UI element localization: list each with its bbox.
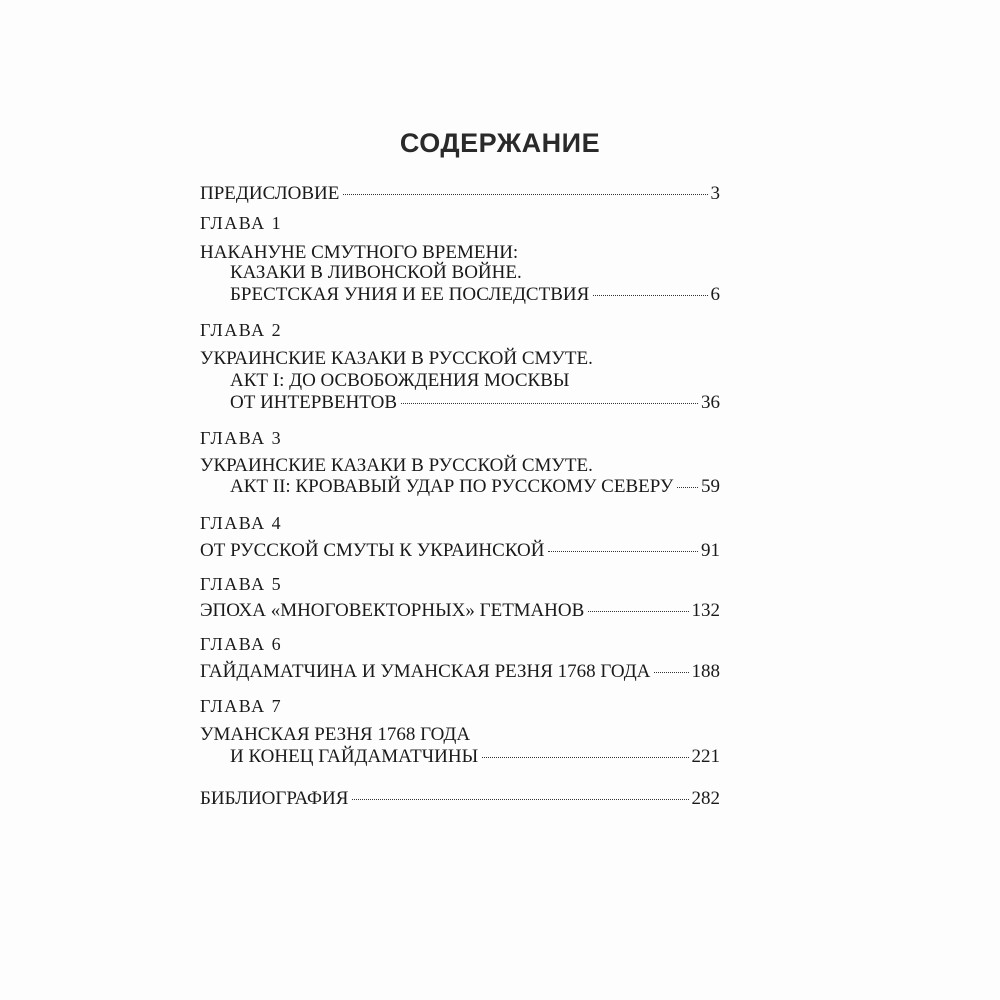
entry-text: АКТ II: КРОВАВЫЙ УДАР ПО РУССКОМУ СЕВЕРУ (230, 476, 674, 497)
dot-leader (677, 487, 698, 488)
dot-leader (352, 799, 688, 800)
dot-leader (482, 757, 688, 758)
dot-leader (343, 194, 707, 195)
entry-text: КАЗАКИ В ЛИВОНСКОЙ ВОЙНЕ. (230, 262, 522, 283)
entry-text: БРЕСТСКАЯ УНИЯ И ЕЕ ПОСЛЕДСТВИЯ (230, 284, 590, 305)
page-number: 59 (701, 476, 720, 497)
entry-text: ЭПОХА «МНОГОВЕКТОРНЫХ» ГЕТМАНОВ (200, 600, 585, 621)
entry-text: БИБЛИОГРАФИЯ (200, 788, 349, 809)
page-number: 3 (710, 183, 720, 204)
page-number: 132 (691, 600, 720, 621)
chapter-label: ГЛАВА 7 (200, 696, 283, 716)
toc-entry-chapter-6 (200, 661, 720, 683)
chapter-label: ГЛАВА 2 (200, 320, 283, 340)
dot-leader (588, 611, 688, 612)
page-number: 36 (701, 392, 720, 413)
dot-leader (593, 295, 707, 296)
chapter-label: ГЛАВА 3 (200, 428, 283, 448)
chapter-label: ГЛАВА 1 (200, 213, 283, 233)
chapter-label: ГЛАВА 5 (200, 574, 283, 594)
dot-leader (548, 551, 698, 552)
chapter-label: ГЛАВА 6 (200, 634, 283, 654)
entry-text: АКТ I: ДО ОСВОБОЖДЕНИЯ МОСКВЫ (230, 370, 570, 391)
page-number: 6 (710, 284, 720, 305)
toc-entry-preface (200, 183, 720, 205)
dot-leader (654, 672, 688, 673)
chapter-label: ГЛАВА 4 (200, 513, 283, 533)
entry-text: УМАНСКАЯ РЕЗНЯ 1768 ГОДА (200, 724, 471, 745)
toc-entry-bibliography (200, 788, 720, 810)
entry-text: ПРЕДИСЛОВИЕ (200, 183, 340, 204)
toc-entry-chapter-5 (200, 600, 720, 622)
entry-text: УКРАИНСКИЕ КАЗАКИ В РУССКОЙ СМУТЕ. (200, 348, 593, 369)
entry-text: УКРАИНСКИЕ КАЗАКИ В РУССКОЙ СМУТЕ. (200, 455, 593, 476)
toc-entry-chapter-3 (230, 476, 720, 498)
page-number: 221 (691, 746, 720, 767)
page-number: 282 (691, 788, 720, 809)
dot-leader (401, 403, 698, 404)
toc-entry-chapter-2 (230, 392, 720, 414)
page-number: 188 (691, 661, 720, 682)
entry-text: И КОНЕЦ ГАЙДАМАТЧИНЫ (230, 746, 479, 767)
entry-text: ГАЙДАМАТЧИНА И УМАНСКАЯ РЕЗНЯ 1768 ГОДА (200, 661, 651, 682)
entry-text: ОТ РУССКОЙ СМУТЫ К УКРАИНСКОЙ (200, 540, 545, 561)
page-number: 91 (701, 540, 720, 561)
entry-text: ОТ ИНТЕРВЕНТОВ (230, 392, 398, 413)
toc-title: СОДЕРЖАНИЕ (399, 128, 601, 158)
toc-entry-chapter-7 (230, 746, 720, 768)
entry-text: НАКАНУНЕ СМУТНОГО ВРЕМЕНИ: (200, 242, 519, 263)
toc-entry-chapter-4 (200, 540, 720, 562)
toc-entry-chapter-1 (230, 284, 720, 306)
